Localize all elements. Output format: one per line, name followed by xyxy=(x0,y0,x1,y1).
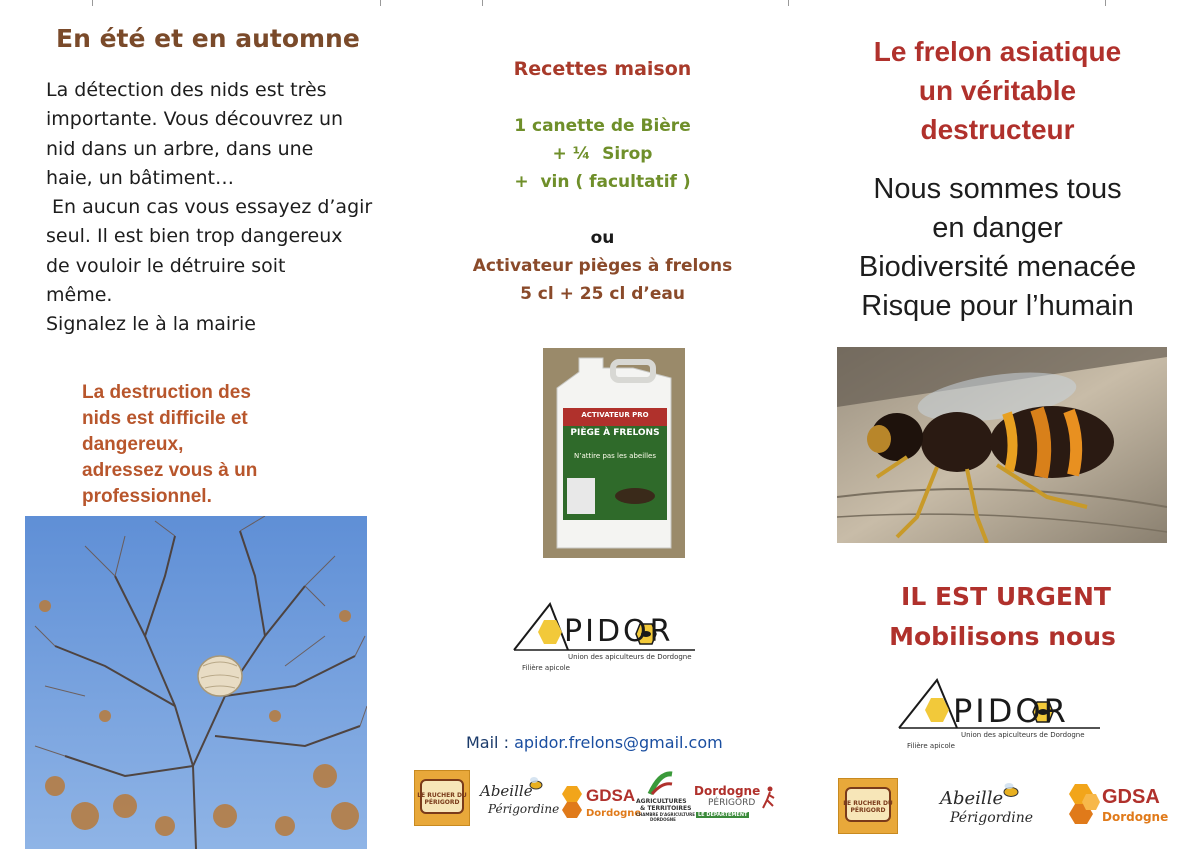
product-name-text: PIÈGE À FRELONS xyxy=(570,428,660,438)
abeille-perigordine-logo xyxy=(476,776,560,824)
paragraph-line: nid dans un arbre, dans une xyxy=(46,137,314,160)
apidor-logo xyxy=(895,676,1110,758)
perigordine-text: Périgordine xyxy=(488,802,560,816)
danger-statement xyxy=(800,170,1195,326)
agri-line-4: DORDOGNE xyxy=(650,817,676,822)
abeille-text: Abeille xyxy=(940,788,1004,809)
rucher-perigord-logo xyxy=(838,778,898,834)
danger-line: Biodiversité menacée xyxy=(858,251,1137,283)
rucher-text: LE RUCHER DU PÉRIGORD xyxy=(843,799,893,814)
title-line: destructeur xyxy=(920,114,1075,145)
mobilisons-heading: Mobilisons nous xyxy=(889,622,1116,651)
left-heading: En été et en automne xyxy=(56,24,360,53)
dordogne-text: Dordogne xyxy=(694,784,761,798)
runner-icon xyxy=(762,786,776,810)
bee-icon xyxy=(1000,782,1022,800)
recipe-title: Recettes maison xyxy=(513,58,692,80)
apidor-filiere-text: Filière apicole xyxy=(522,664,570,672)
danger-line: en danger xyxy=(932,212,1063,244)
apidor-wordmark: PIDOR xyxy=(564,614,674,649)
departement-text: LE DÉPARTEMENT xyxy=(698,812,748,818)
rucher-text: LE RUCHER DU PÉRIGORD xyxy=(417,791,467,806)
hexagon-icon xyxy=(1066,782,1100,826)
recipe-alternative: 5 cl + 25 cl d’eau xyxy=(520,284,685,304)
paragraph-line: En aucun cas vous essayez d’agir xyxy=(46,196,373,219)
title-line: un véritable xyxy=(918,75,1077,106)
agri-line-3: CHAMBRE D'AGRICULTURE xyxy=(636,812,695,817)
mail-label: Mail : xyxy=(466,733,515,752)
warning-line: nids est difficile et xyxy=(82,408,248,429)
apidor-union-text: Union des apiculteurs de Dordogne xyxy=(961,731,1085,739)
perigord-text: PÉRIGORD xyxy=(708,798,756,808)
nest-in-tree-photo xyxy=(25,516,367,849)
paragraph-line: de vouloir le détruire soit xyxy=(46,254,286,277)
dordogne-perigord-logo xyxy=(694,784,778,824)
hexagon-icon xyxy=(560,784,586,820)
paragraph-line: même. xyxy=(46,284,113,307)
warning-line: adressez vous à un xyxy=(82,460,258,481)
apidor-union-text: Union des apiculteurs de Dordogne xyxy=(568,653,692,661)
detection-paragraph xyxy=(46,76,391,340)
gdsa-logo xyxy=(560,780,642,824)
contact-mail xyxy=(466,733,723,752)
recipe-alternative: Activateur pièges à frelons xyxy=(472,256,733,276)
agri-line-1: AGRICULTURES xyxy=(636,798,687,805)
destruction-warning xyxy=(82,380,322,510)
recipe-line: + ¼ Sirop xyxy=(552,144,653,164)
activator-product-photo xyxy=(543,348,685,558)
danger-line: Risque pour l’humain xyxy=(861,290,1134,322)
paragraph-line: La détection des nids est très xyxy=(46,79,327,101)
abeille-perigordine-logo xyxy=(936,782,1036,832)
gdsa-logo xyxy=(1066,782,1169,828)
agri-leaf-icon xyxy=(646,770,676,796)
gdsa-sub-text: Dordogne xyxy=(1102,810,1169,824)
asian-hornet-photo xyxy=(837,347,1167,543)
danger-line: Nous sommes tous xyxy=(873,173,1122,205)
paragraph-line: haie, un bâtiment… xyxy=(46,166,234,189)
perigordine-text: Périgordine xyxy=(950,810,1034,826)
warning-line: La destruction des xyxy=(82,382,251,403)
recipe-or: ou xyxy=(590,228,615,248)
paragraph-line: importante. Vous découvrez un xyxy=(46,108,344,131)
title-line: Le frelon asiatique xyxy=(873,36,1122,67)
recipe-line: + vin ( facultatif ) xyxy=(514,172,691,192)
apidor-logo xyxy=(510,600,710,680)
recipe-line: 1 canette de Bière xyxy=(514,116,691,136)
gdsa-sub-text: Dordogne xyxy=(586,808,642,819)
urgent-heading: IL EST URGENT xyxy=(901,582,1111,611)
warning-line: professionnel. xyxy=(82,486,212,507)
agri-line-2: & TERRITOIRES xyxy=(640,805,692,812)
paragraph-line: Signalez le à la mairie xyxy=(46,313,256,336)
paragraph-line: seul. Il est bien trop dangereux xyxy=(46,225,343,248)
mail-address-link[interactable]: apidor.frelons@gmail.com xyxy=(514,733,723,752)
rucher-perigord-logo xyxy=(414,770,470,826)
chambre-agriculture-logo xyxy=(636,770,695,826)
apidor-wordmark: PIDOR xyxy=(953,692,1069,730)
hornet-title xyxy=(800,32,1195,149)
product-band-text: ACTIVATEUR PRO xyxy=(581,411,649,419)
warning-line: dangereux, xyxy=(82,434,184,455)
abeille-text: Abeille xyxy=(480,782,533,800)
gdsa-text: GDSA xyxy=(586,786,636,805)
product-tagline-text: N’attire pas les abeilles xyxy=(574,452,656,460)
apidor-filiere-text: Filière apicole xyxy=(907,742,955,750)
gdsa-text: GDSA xyxy=(1102,786,1160,808)
